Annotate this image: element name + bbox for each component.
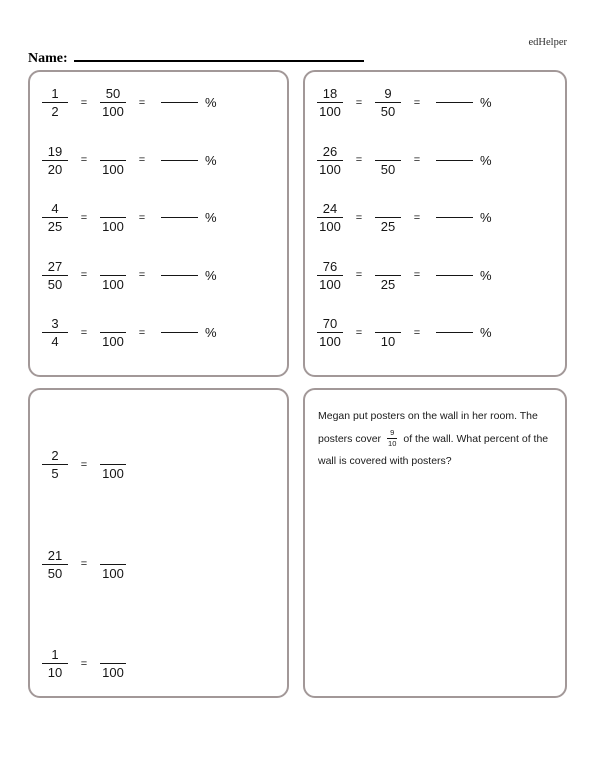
fraction-numerator: 19: [42, 144, 68, 161]
fraction-denominator: 100: [102, 334, 124, 349]
percent-sign: %: [480, 95, 492, 110]
fraction: [96, 647, 130, 680]
fraction-denominator: 10: [388, 439, 397, 449]
fraction-equation-row: [313, 259, 559, 292]
equals-sign: =: [355, 211, 363, 224]
fraction-numerator: 50: [100, 86, 126, 103]
equals-sign: =: [80, 458, 88, 471]
fraction-denominator: 100: [319, 334, 341, 349]
fraction-numerator-blank[interactable]: [100, 316, 126, 333]
fraction: [96, 448, 130, 481]
fraction-equation-row: [38, 316, 281, 349]
fraction: [371, 316, 405, 349]
fraction-numerator: 4: [42, 201, 68, 218]
equals-sign: =: [138, 154, 146, 166]
problem-box-bottom-left: [28, 388, 289, 698]
fraction-denominator: 50: [47, 565, 63, 581]
answer-blank[interactable]: [436, 275, 473, 276]
fraction-equation-row: [38, 448, 281, 481]
fraction-numerator: 26: [317, 144, 343, 161]
fraction-denominator: 100: [102, 466, 124, 481]
problem-box-top-right: [303, 70, 567, 377]
word-problem-text: Megan put posters on the wall in her room. The posters cover: [318, 410, 538, 445]
equals-sign: =: [413, 96, 421, 109]
fraction-numerator-blank[interactable]: [100, 259, 126, 276]
answer-blank[interactable]: [161, 160, 198, 161]
equals-sign: =: [138, 269, 146, 281]
fraction-equation-row: [38, 647, 281, 680]
fraction-denominator: 100: [319, 161, 341, 177]
answer-blank[interactable]: [161, 217, 198, 218]
equals-sign: =: [355, 326, 363, 339]
fraction: [38, 316, 72, 349]
fraction-numerator: 21: [42, 548, 68, 565]
fraction-denominator: 100: [319, 104, 341, 119]
fraction: [96, 548, 130, 581]
fraction-equation-row: [313, 316, 559, 349]
equals-sign: =: [138, 96, 146, 109]
equals-sign: =: [355, 96, 363, 109]
fraction-numerator: 1: [42, 86, 68, 103]
fraction-numerator-blank[interactable]: [100, 201, 126, 218]
fraction: [313, 201, 347, 234]
fraction: [313, 316, 347, 349]
fraction-numerator-blank[interactable]: [375, 316, 401, 333]
name-row: [28, 51, 364, 67]
fraction-equation-row: [38, 548, 281, 581]
fraction: [371, 86, 405, 119]
fraction-numerator: 24: [317, 201, 343, 218]
answer-blank[interactable]: [161, 102, 198, 103]
fraction-denominator: 25: [380, 276, 396, 292]
fraction-denominator: 100: [102, 276, 124, 292]
fraction: [96, 259, 130, 292]
equals-sign: =: [355, 154, 363, 166]
answer-blank[interactable]: [436, 332, 473, 333]
fraction-numerator-blank[interactable]: [100, 144, 126, 161]
fraction: [38, 201, 72, 234]
fraction-equation-row: [38, 259, 281, 292]
fraction-equation-row: [313, 201, 559, 234]
fraction-equation-row: [38, 86, 281, 119]
fraction-numerator: 1: [42, 647, 68, 664]
answer-blank[interactable]: [161, 275, 198, 276]
fraction-numerator: 70: [317, 316, 343, 333]
equals-sign: =: [138, 211, 146, 224]
equals-sign: =: [80, 96, 88, 109]
equals-sign: =: [413, 326, 421, 339]
equals-sign: =: [355, 269, 363, 281]
fraction: [313, 259, 347, 292]
brand-text: edHelper: [528, 37, 567, 48]
fraction: [96, 201, 130, 234]
answer-blank[interactable]: [436, 102, 473, 103]
problem-box-top-left: [28, 70, 289, 377]
name-label: Name:: [28, 51, 68, 66]
fraction: [371, 144, 405, 177]
fraction: [313, 144, 347, 177]
percent-sign: %: [205, 95, 217, 110]
fraction-denominator: 20: [47, 161, 63, 177]
percent-sign: %: [480, 210, 492, 225]
fraction-denominator: 100: [102, 219, 124, 234]
fraction-denominator: 10: [380, 334, 396, 349]
fraction-numerator-blank[interactable]: [375, 144, 401, 161]
percent-sign: %: [480, 152, 492, 168]
fraction-equation-row: [38, 201, 281, 234]
fraction-numerator: 9: [375, 86, 401, 103]
fraction-denominator: 50: [380, 161, 396, 177]
name-blank-line[interactable]: [74, 58, 364, 62]
fraction-equation-row: [38, 144, 281, 177]
equals-sign: =: [138, 326, 146, 339]
fraction-denominator: 2: [51, 104, 59, 119]
fraction-denominator: 10: [47, 665, 63, 680]
fraction-denominator: 100: [319, 276, 341, 292]
fraction-numerator: 76: [317, 259, 343, 276]
percent-sign: %: [205, 267, 217, 283]
fraction-numerator-blank[interactable]: [100, 448, 126, 465]
fraction-equation-row: [313, 86, 559, 119]
fraction: [371, 201, 405, 234]
fraction-equation-row: [313, 144, 559, 177]
equals-sign: =: [80, 211, 88, 224]
fraction-numerator-blank[interactable]: [100, 548, 126, 565]
answer-blank[interactable]: [436, 160, 473, 161]
fraction: [96, 144, 130, 177]
equals-sign: =: [80, 269, 88, 281]
fraction-numerator: 27: [42, 259, 68, 276]
fraction-numerator: 3: [42, 316, 68, 333]
percent-sign: %: [205, 152, 217, 168]
fraction-denominator: 25: [47, 219, 63, 234]
fraction: [38, 647, 72, 680]
fraction-denominator: 100: [102, 565, 124, 581]
fraction-denominator: 100: [102, 104, 124, 119]
equals-sign: =: [413, 211, 421, 224]
fraction: [371, 259, 405, 292]
fraction-denominator: 50: [380, 104, 396, 119]
percent-sign: %: [480, 325, 492, 340]
percent-sign: %: [205, 325, 217, 340]
fraction-numerator: 2: [42, 448, 68, 465]
answer-blank[interactable]: [161, 332, 198, 333]
worksheet-grid: [28, 70, 567, 698]
fraction: [96, 86, 130, 119]
equals-sign: =: [413, 269, 421, 281]
fraction-denominator: 100: [319, 219, 341, 234]
fraction: [96, 316, 130, 349]
equals-sign: =: [80, 558, 88, 570]
fraction-denominator: 25: [380, 219, 396, 234]
percent-sign: %: [205, 210, 217, 225]
word-problem-box: [303, 388, 567, 698]
fraction: [38, 144, 72, 177]
fraction: [313, 86, 347, 119]
fraction-numerator-blank[interactable]: [375, 201, 401, 218]
word-problem-text: of the wall. What percent of the wall is covered with posters?: [318, 432, 549, 467]
fraction-numerator: 18: [317, 86, 343, 103]
fraction: [38, 448, 72, 481]
percent-sign: %: [480, 267, 492, 283]
fraction-denominator: 100: [102, 665, 124, 680]
equals-sign: =: [80, 657, 88, 670]
inline-fraction: [385, 429, 399, 448]
equals-sign: =: [80, 154, 88, 166]
fraction: [38, 259, 72, 292]
answer-blank[interactable]: [436, 217, 473, 218]
equals-sign: =: [80, 326, 88, 339]
fraction-numerator-blank[interactable]: [375, 259, 401, 276]
fraction-numerator-blank[interactable]: [100, 647, 126, 664]
fraction-denominator: 4: [51, 334, 59, 349]
fraction-denominator: 100: [102, 161, 124, 177]
fraction-numerator: 9: [387, 429, 397, 439]
equals-sign: =: [413, 154, 421, 166]
fraction: [38, 548, 72, 581]
fraction: [38, 86, 72, 119]
fraction-denominator: 50: [47, 276, 63, 292]
fraction-denominator: 5: [51, 466, 59, 481]
